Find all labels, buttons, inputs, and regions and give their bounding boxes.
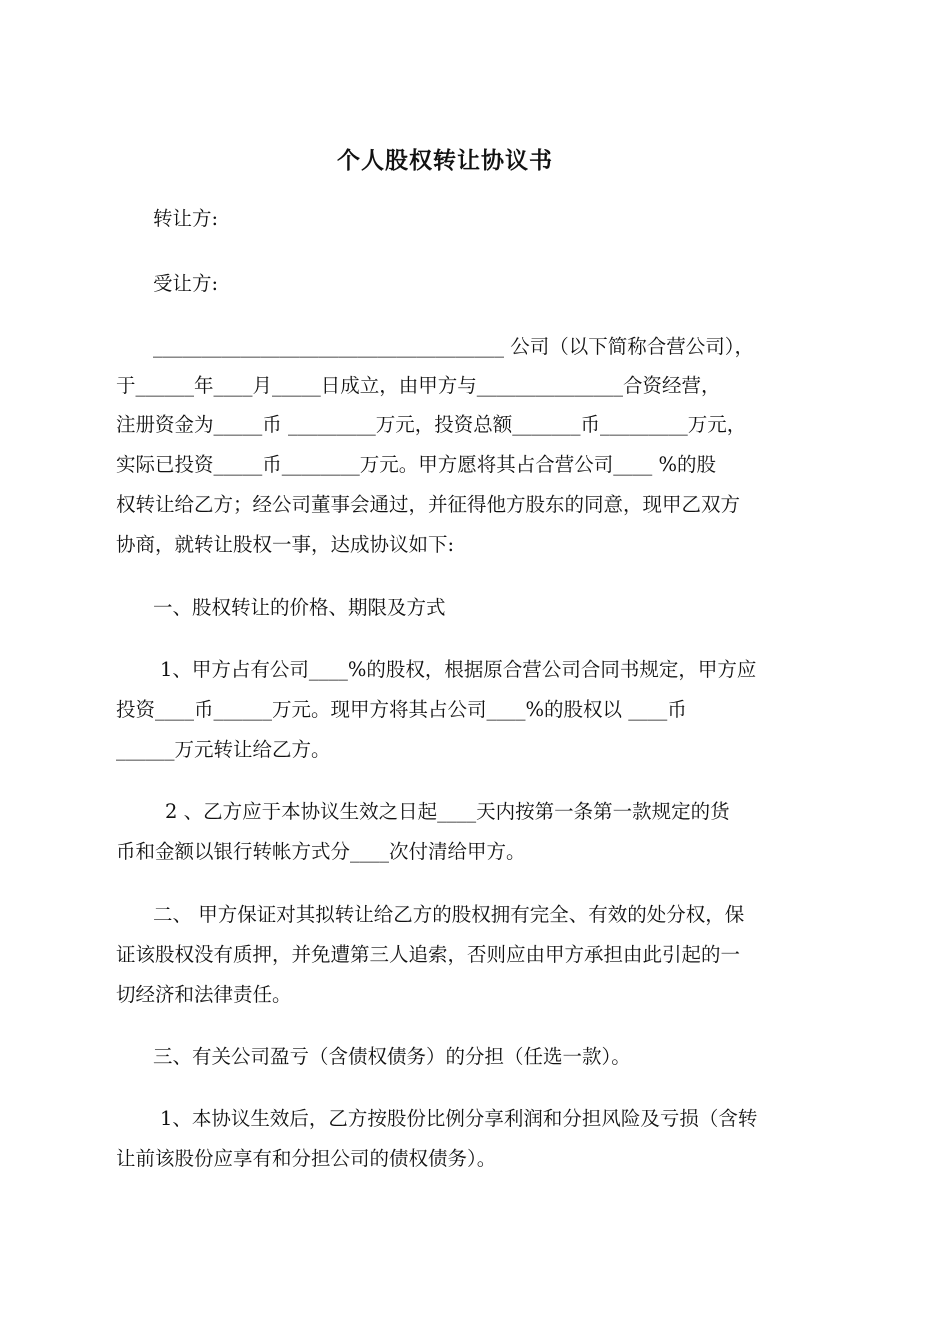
paragraph-line: 实际已投资_____币________万元。甲方愿将其占合营公司____ %的股 [116,453,716,476]
document-title: 个人股权转让协议书 [337,148,553,174]
paragraph-line: 切经济和法律责任。 [116,983,292,1006]
clause-line: 1、本协议生效后，乙方按股份比例分享利润和分担风险及亏损（含转 [160,1107,758,1130]
transferee-label: 受让方: [153,272,219,295]
section-heading: 二、 甲方保证对其拟转让给乙方的股权拥有完全、有效的处分权，保 [153,903,745,926]
paragraph-line: 注册资金为_____币 _________万元，投资总额_______币_________万元， [116,413,747,436]
paragraph-line: ____________________________________ 公司（以下简称合营公司）， [153,335,754,358]
clause-line: 1、甲方占有公司____%的股权，根据原合营公司合同书规定，甲方应 [160,658,757,681]
section-heading: 三、有关公司盈亏（含债权债务）的分担（任选一款）。 [153,1045,631,1068]
paragraph-line: 协商，就转让股权一事，达成协议如下: [116,533,455,556]
section-heading: 一、股权转让的价格、期限及方式 [153,596,446,619]
clause-line: 2 、乙方应于本协议生效之日起____天内按第一条第一款规定的货 [165,800,730,823]
clause-line: 让前该股份应享有和分担公司的债权债务）。 [116,1147,497,1170]
paragraph-line: 于______年____月_____日成立，由甲方与_______________合资经营， [116,374,721,397]
clause-line: 投资____币______万元。现甲方将其占公司____%的股权以 ____币 [116,698,687,721]
transferor-label: 转让方: [153,207,219,230]
clause-line: ______万元转让给乙方。 [116,738,331,761]
paragraph-line: 证该股权没有质押，并免遭第三人追索，否则应由甲方承担由此引起的一 [116,943,741,966]
clause-line: 币和金额以银行转帐方式分____次付清给甲方。 [116,840,526,863]
paragraph-line: 权转让给乙方；经公司董事会通过，并征得他方股东的同意，现甲乙双方 [116,493,741,516]
